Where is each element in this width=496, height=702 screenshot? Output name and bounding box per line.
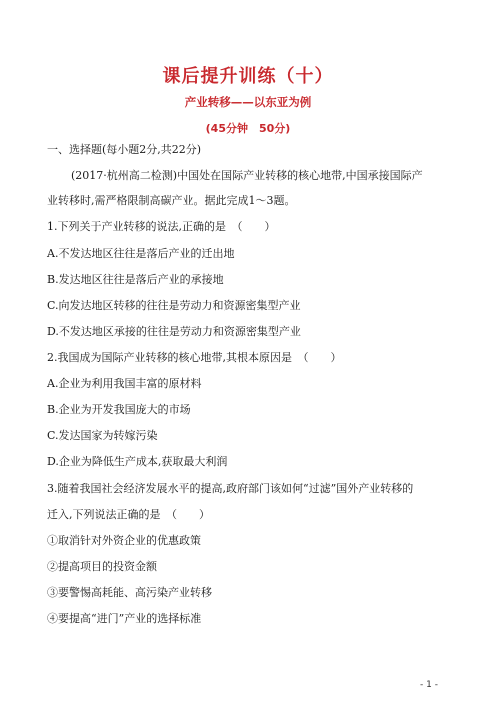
intro-text-line-2: 业转移时,需严格限制高碳产业。据此完成1～3题。 (47, 194, 296, 207)
question-1-option-b: B.发达地区往往是落后产业的承接地 (47, 273, 224, 286)
question-2-option-d: D.企业为降低生产成本,获取最大利润 (47, 455, 228, 468)
section-heading: 一、选择题(每小题2分,共22分) (47, 143, 202, 156)
time-score-info: (45分钟 50分) (205, 122, 291, 135)
question-2-option-a: A.企业为利用我国丰富的原材料 (47, 377, 202, 390)
question-3-option-1: ①取消针对外资企业的优惠政策 (47, 534, 201, 547)
page-number: - 1 - (420, 680, 438, 690)
question-2-option-b: B.企业为开发我国庞大的市场 (47, 403, 191, 416)
page-title: 课后提升训练（十） (162, 66, 334, 87)
question-2-stem: 2.我国成为国际产业转移的核心地带,其根本原因是 （ ） (47, 351, 342, 364)
question-1-option-c: C.向发达地区转移的往往是劳动力和资源密集型产业 (47, 299, 301, 312)
question-1-option-a: A.不发达地区往往是落后产业的迁出地 (47, 247, 235, 260)
intro-text-line-1: (2017·杭州高二检测)中国处在国际产业转移的核心地带,中国承接国际产 (71, 169, 423, 182)
question-3-option-4: ④要提高“进门”产业的选择标准 (47, 612, 202, 625)
question-1-stem: 1.下列关于产业转移的说法,正确的是 （ ） (47, 220, 276, 233)
page-subtitle: 产业转移——以东亚为例 (184, 95, 312, 109)
question-3-stem-line-1: 3.随着我国社会经济发展水平的提高,政府部门该如何“过滤”国外产业转移的 (47, 482, 414, 495)
question-2-option-c: C.发达国家为转嫁污染 (47, 429, 158, 442)
question-3-stem-line-2: 迁入,下列说法正确的是 （ ） (47, 508, 210, 521)
question-3-option-2: ②提高项目的投资金额 (47, 560, 157, 573)
question-1-option-d: D.不发达地区承接的往往是劳动力和资源密集型产业 (47, 325, 301, 338)
question-3-option-3: ③要警惕高耗能、高污染产业转移 (47, 586, 212, 599)
